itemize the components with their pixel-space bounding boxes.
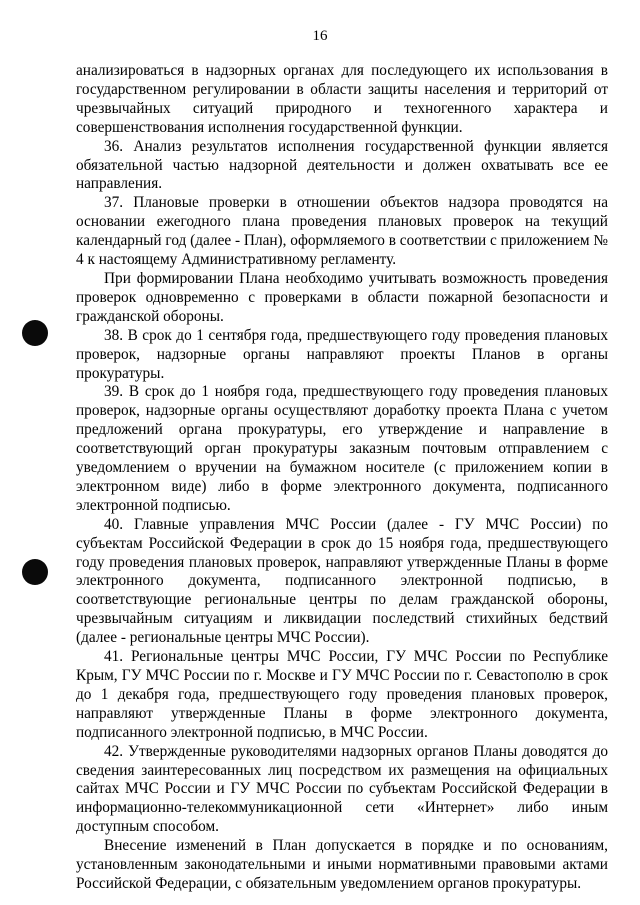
paragraph: При формировании Плана необходимо учитывать возможность проведения проверок одновременно с проверками в области пожарной безопасности и гражданской обороны.	[76, 269, 608, 325]
paragraph: 40. Главные управления МЧС России (далее - ГУ МЧС России) по субъектам Российской Федерации в срок до 15 ноября года, предшествующего году проведения плановых проверок, направляют утвержденные Планы в форме электронного документа, подписанного электронной подписью, в соответствующие региональные центры по делам гражданской обороны, чрезвычайным ситуациям и ликвидации последствий стихийных бедствий (далее - региональные центры МЧС России).	[76, 515, 608, 647]
paragraph: 42. Утвержденные руководителями надзорных органов Планы доводятся до сведения заинтересованных лиц посредством их размещения на официальных сайтах МЧС России и ГУ МЧС России по субъектам Российской Федерации в информационно-телекоммуникационной сети «Интернет» либо иным доступным способом.	[76, 742, 608, 836]
page-number: 16	[312, 28, 328, 44]
paragraph: 38. В срок до 1 сентября года, предшествующего году проведения плановых проверок, надзорные органы направляют проекты Планов в органы прокуратуры.	[76, 326, 608, 382]
paragraph: Внесение изменений в План допускается в порядке и по основаниям, установленным законодательными и иными нормативными правовыми актами Российской Федерации, с обязательным уведомлением органов прокуратуры.	[76, 837, 608, 892]
paragraph: 36. Анализ результатов исполнения государственной функции является обязательной частью надзорной деятельности и должен охватывать все ее направления.	[76, 137, 608, 193]
paragraph: анализироваться в надзорных органах для последующего их использования в государственном регулировании в области защиты населения и территорий от чрезвычайных ситуаций природного и техногенного характера и совершенствования исполнения государственной функции.	[76, 62, 608, 136]
paragraph: 39. В срок до 1 ноября года, предшествующего году проведения плановых проверок, надзорные органы осуществляют доработку проекта Плана с учетом предложений органа прокуратуры, его утверждение и направление в соответствующий орган прокуратуры заказным почтовым отправлением с уведомлением о вручении на бумажном носителе (с приложением копии в электронном виде) либо в форме электронного документа, подписанного электронной подписью.	[76, 383, 608, 514]
paragraph: 41. Региональные центры МЧС России, ГУ МЧС России по Республике Крым, ГУ МЧС России по г. Москве и ГУ МЧС России по г. Севастополю в срок до 1 декабря года, предшествующего году проведения плановых проверок, направляют утвержденные Планы в форме электронного документа, подписанного электронной подписью, в МЧС России.	[76, 648, 608, 741]
paragraph: 37. Плановые проверки в отношении объектов надзора проводятся на основании ежегодного плана проведения плановых проверок на текущий календарный год (далее - План), оформляемого в соответствии с приложением № 4 к настоящему Административному регламенту.	[76, 194, 609, 269]
punch-hole-mark	[22, 320, 48, 346]
document-body	[76, 62, 608, 894]
punch-hole-mark	[22, 559, 48, 585]
